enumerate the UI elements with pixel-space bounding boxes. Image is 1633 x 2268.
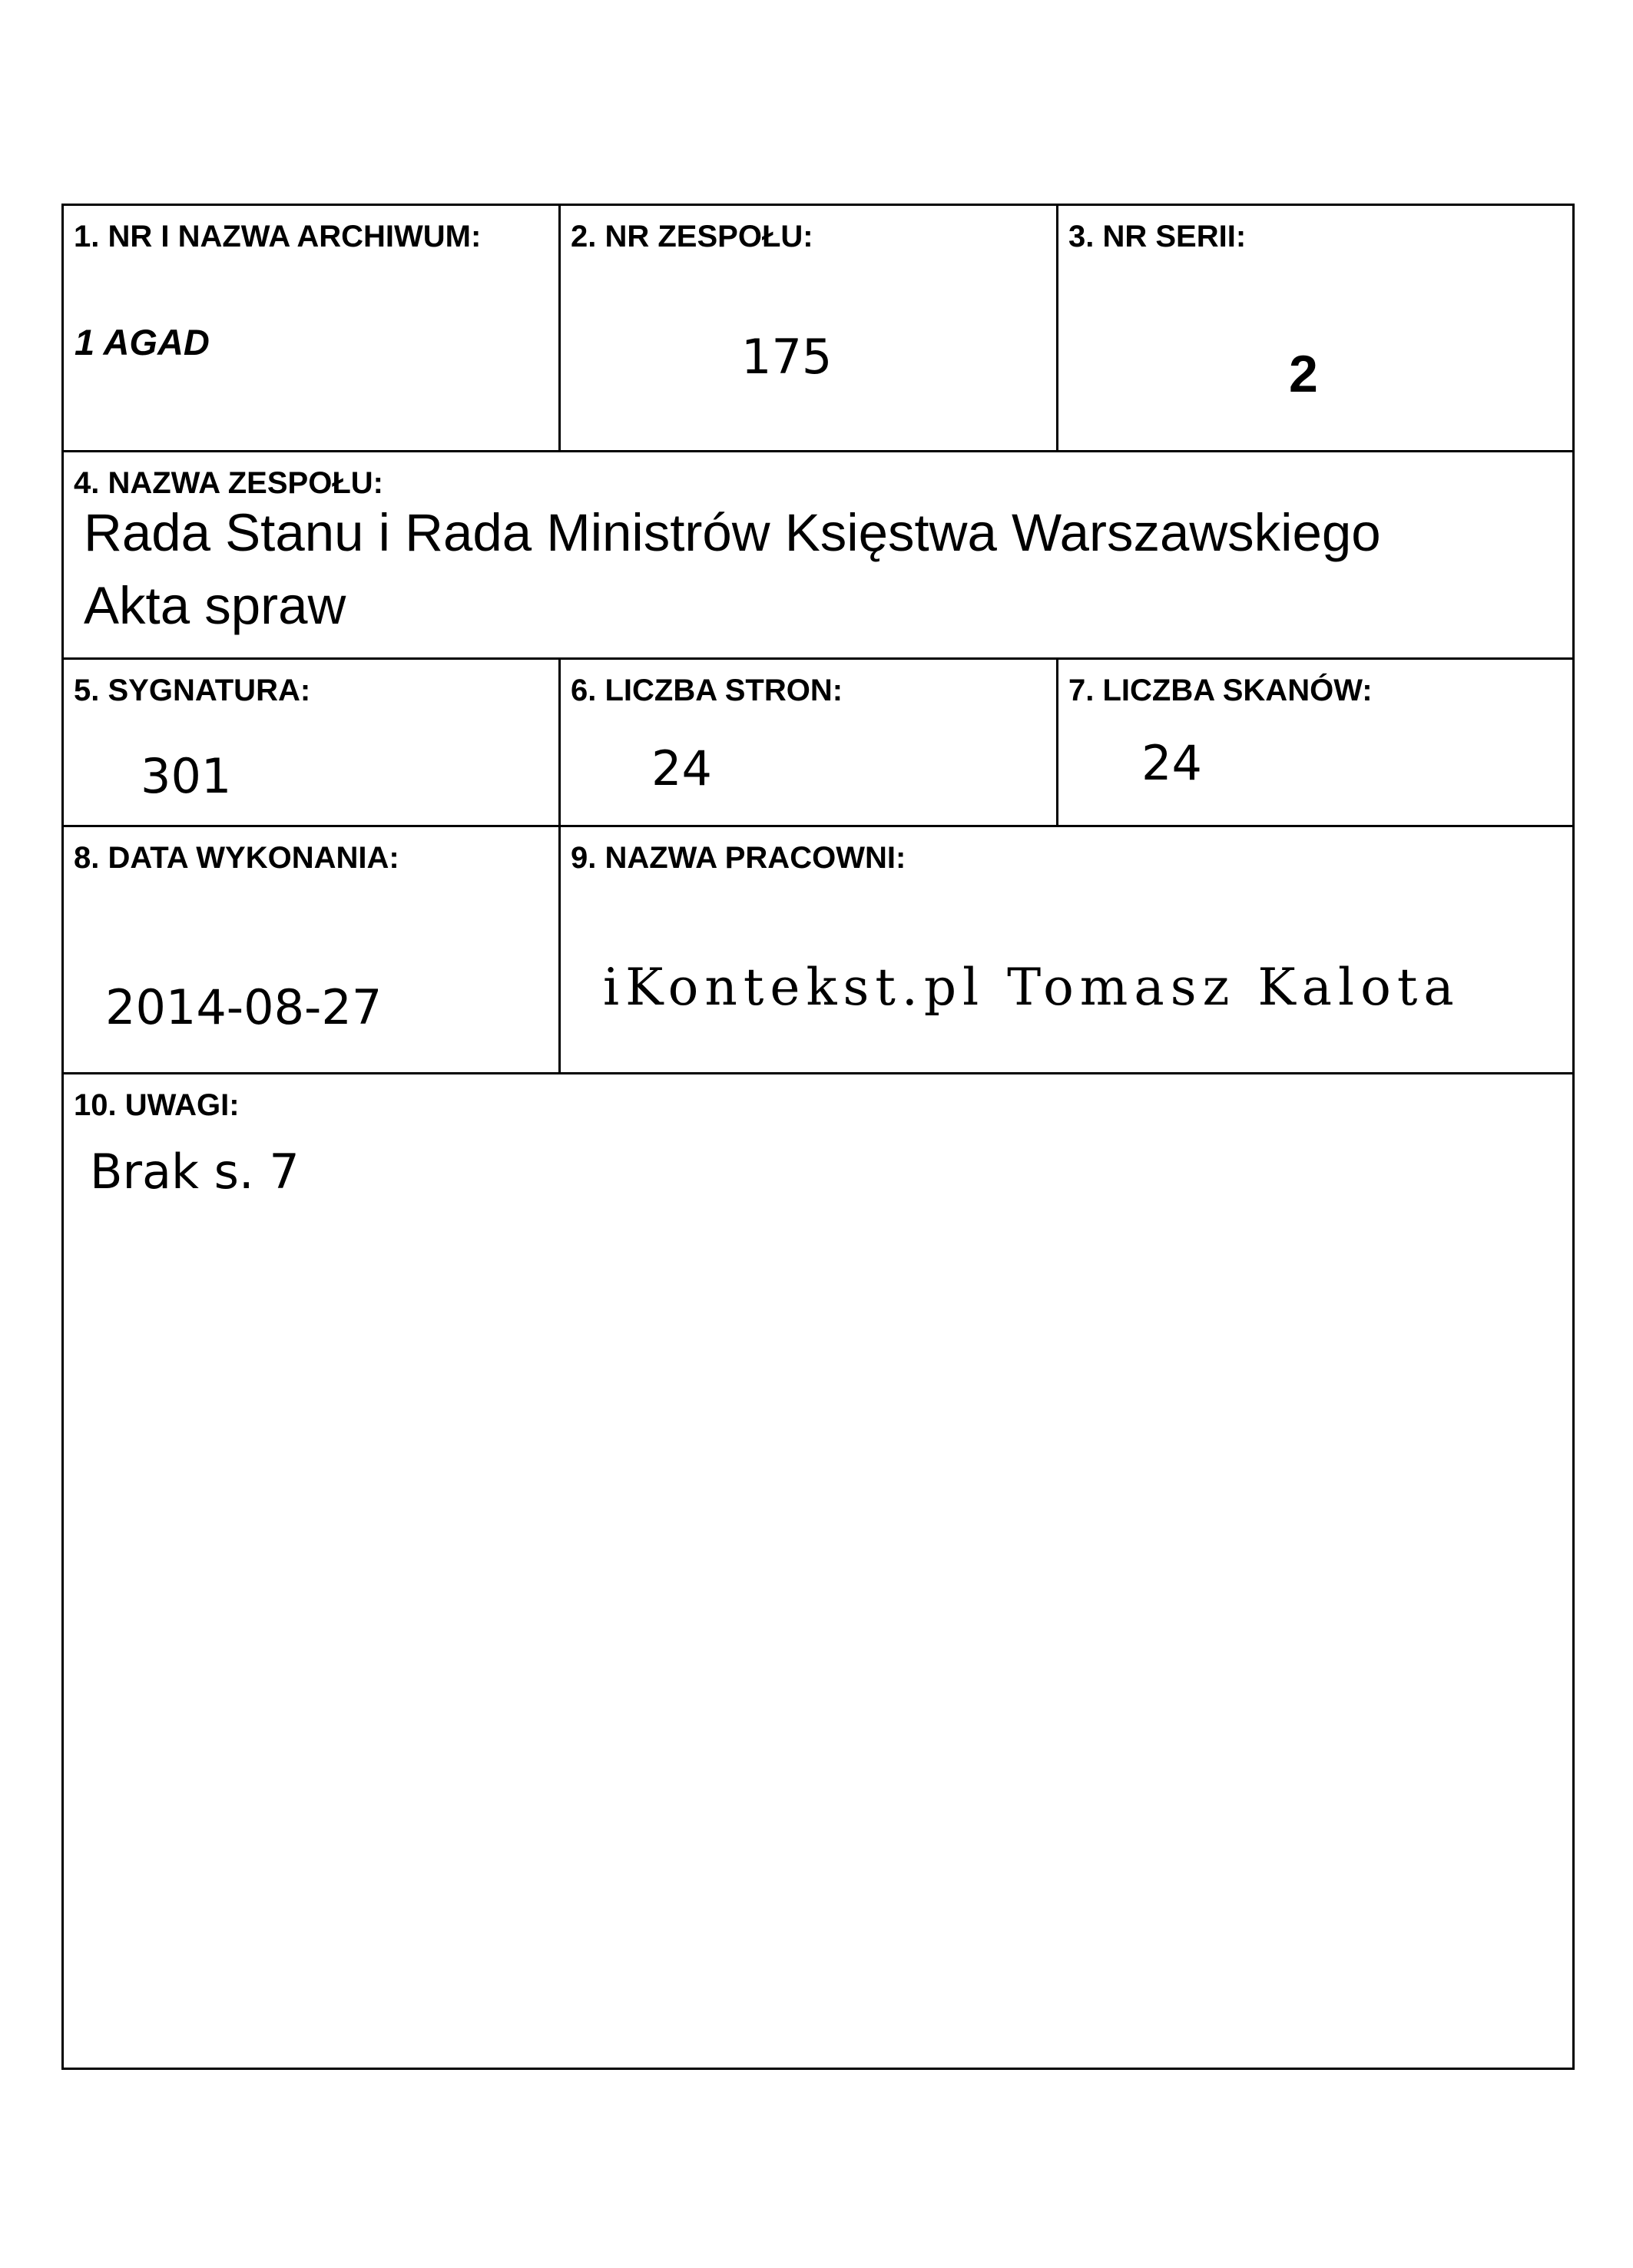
scan-count-value: 24 bbox=[1141, 735, 1202, 791]
fonds-number-cell bbox=[561, 206, 1058, 452]
metadata-form bbox=[61, 204, 1575, 2070]
workshop-label: 9. NAZWA PRACOWNI: bbox=[571, 841, 906, 875]
fonds-name-label: 4. NAZWA ZESPOŁU: bbox=[74, 466, 383, 500]
notes-label: 10. UWAGI: bbox=[74, 1088, 240, 1122]
signature-value: 301 bbox=[141, 748, 232, 804]
fonds-number-label: 2. NR ZESPOŁU: bbox=[571, 220, 813, 253]
notes-cell bbox=[64, 1074, 1572, 2068]
page-count-cell bbox=[561, 660, 1058, 827]
archive-value: 1 AGAD bbox=[75, 322, 210, 363]
workshop-cell bbox=[561, 827, 1572, 1074]
fonds-name-line-1: Rada Stanu i Rada Ministrów Księstwa Warszawskiego bbox=[84, 503, 1381, 562]
fonds-name-cell bbox=[64, 452, 1572, 660]
series-number-value: 2 bbox=[1289, 345, 1318, 403]
series-number-label: 3. NR SERII: bbox=[1068, 220, 1247, 253]
archive-cell bbox=[64, 206, 561, 452]
scan-count-label: 7. LICZBA SKANÓW: bbox=[1068, 674, 1373, 707]
fonds-number-value: 175 bbox=[741, 329, 833, 385]
series-number-cell bbox=[1058, 206, 1572, 452]
fonds-name-line-2: Akta spraw bbox=[84, 576, 346, 635]
date-label: 8. DATA WYKONANIA: bbox=[74, 841, 399, 875]
signature-label: 5. SYGNATURA: bbox=[74, 674, 311, 707]
workshop-value: iKontekst.pl Tomasz Kalota bbox=[603, 958, 1460, 1017]
scan-count-cell bbox=[1058, 660, 1572, 827]
date-cell bbox=[64, 827, 561, 1074]
archive-label: 1. NR I NAZWA ARCHIWUM: bbox=[74, 220, 482, 253]
notes-value: Brak s. 7 bbox=[90, 1144, 300, 1200]
page-count-value: 24 bbox=[651, 740, 712, 796]
page-count-label: 6. LICZBA STRON: bbox=[571, 674, 843, 707]
signature-cell bbox=[64, 660, 561, 827]
date-value: 2014-08-27 bbox=[105, 979, 383, 1035]
